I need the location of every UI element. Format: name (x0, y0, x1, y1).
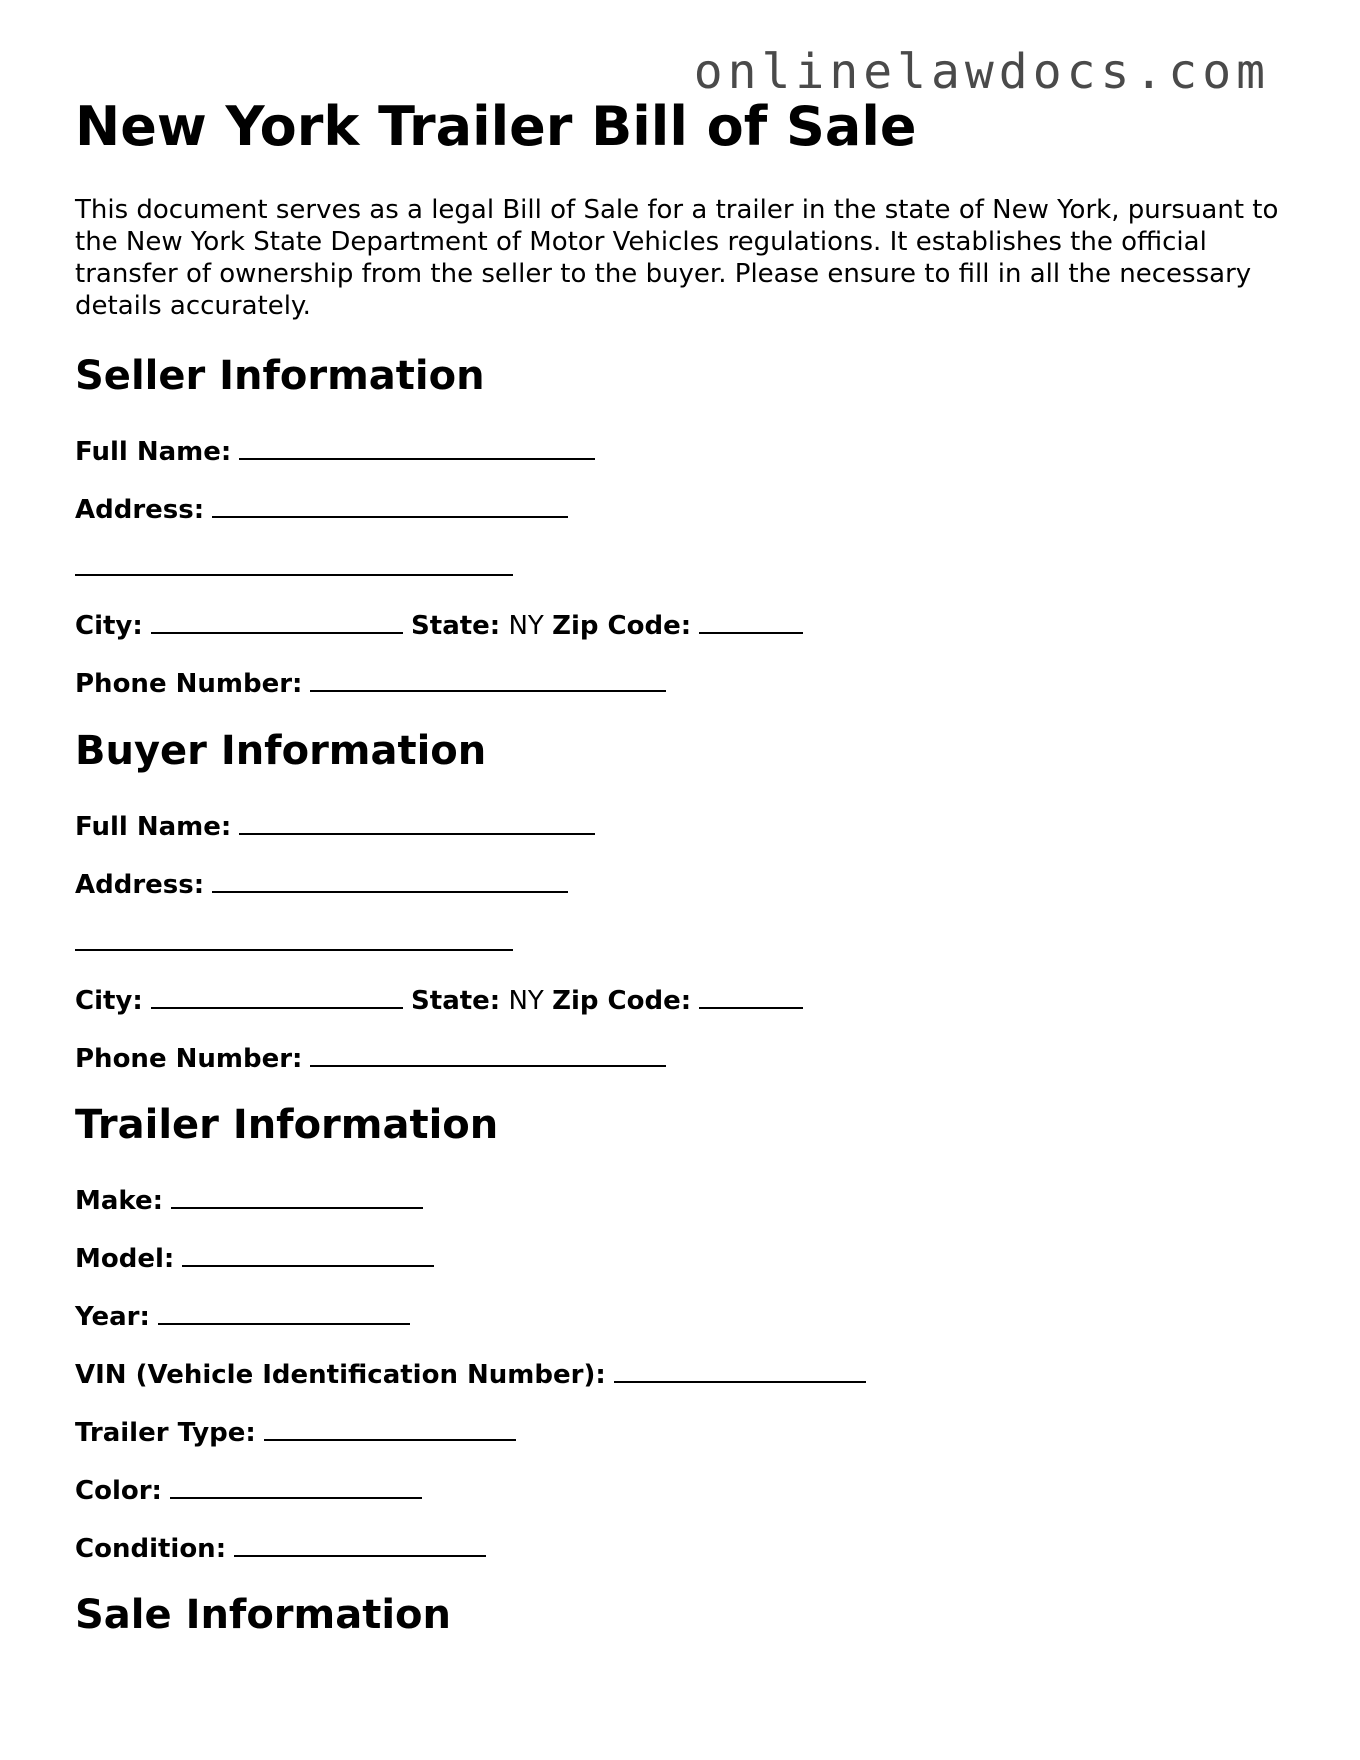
seller-state-value: NY (508, 611, 544, 641)
trailer-color-label: Color: (75, 1476, 162, 1506)
buyer-address-line2-field (75, 923, 513, 959)
seller-phone-field (75, 664, 666, 700)
seller-full-name-blank[interactable] (239, 432, 595, 460)
seller-city-blank[interactable] (151, 606, 403, 634)
sale-section-heading: Sale Information (75, 1592, 451, 1638)
trailer-type-field (75, 1413, 516, 1449)
trailer-year-field (75, 1297, 410, 1333)
seller-address-blank[interactable] (212, 490, 568, 518)
seller-address-field (75, 490, 568, 526)
seller-zip-blank[interactable] (699, 606, 803, 634)
trailer-type-label: Trailer Type: (75, 1418, 256, 1448)
seller-zip-label: Zip Code: (552, 611, 692, 641)
buyer-phone-blank[interactable] (310, 1039, 666, 1067)
trailer-color-field (75, 1471, 422, 1507)
seller-address-label: Address: (75, 495, 205, 525)
trailer-section-heading: Trailer Information (75, 1102, 499, 1148)
trailer-condition-field (75, 1529, 486, 1565)
seller-address-line2-blank[interactable] (75, 548, 513, 576)
buyer-full-name-blank[interactable] (239, 807, 595, 835)
buyer-address-blank[interactable] (212, 865, 568, 893)
buyer-full-name-label: Full Name: (75, 812, 232, 842)
document-title: New York Trailer Bill of Sale (75, 95, 917, 158)
buyer-state-value: NY (508, 986, 544, 1016)
buyer-zip-blank[interactable] (699, 981, 803, 1009)
buyer-section-heading: Buyer Information (75, 728, 487, 774)
trailer-make-blank[interactable] (171, 1181, 423, 1209)
buyer-city-label: City: (75, 986, 143, 1016)
trailer-model-field (75, 1239, 434, 1275)
buyer-zip-label: Zip Code: (552, 986, 692, 1016)
trailer-year-label: Year: (75, 1302, 150, 1332)
buyer-city-blank[interactable] (151, 981, 403, 1009)
seller-city-label: City: (75, 611, 143, 641)
trailer-vin-blank[interactable] (614, 1355, 866, 1383)
seller-section-heading: Seller Information (75, 353, 485, 399)
trailer-make-label: Make: (75, 1186, 164, 1216)
trailer-condition-blank[interactable] (234, 1529, 486, 1557)
buyer-phone-label: Phone Number: (75, 1044, 303, 1074)
buyer-full-name-field (75, 807, 595, 843)
trailer-vin-field (75, 1355, 866, 1391)
seller-state-label: State: (411, 611, 501, 641)
intro-paragraph: This document serves as a legal Bill of Sale for a trailer in the state of New York, pursuant to the New York State Department of Motor Vehicles regulations. It establishes the official transfer of ownership from the seller to the buyer. Please ensure to fill in all the necessary details accurately. (75, 195, 1279, 321)
seller-phone-blank[interactable] (310, 664, 666, 692)
trailer-condition-label: Condition: (75, 1534, 227, 1564)
watermark-text: onlinelawdocs.com (693, 44, 1270, 100)
trailer-model-label: Model: (75, 1244, 175, 1274)
buyer-address-field (75, 865, 568, 901)
trailer-year-blank[interactable] (158, 1297, 410, 1325)
buyer-phone-field (75, 1039, 666, 1075)
buyer-address-line2-blank[interactable] (75, 923, 513, 951)
seller-city-state-zip-field (75, 606, 803, 642)
trailer-color-blank[interactable] (170, 1471, 422, 1499)
seller-full-name-field (75, 432, 595, 468)
trailer-make-field (75, 1181, 423, 1217)
buyer-state-label: State: (411, 986, 501, 1016)
buyer-city-state-zip-field (75, 981, 803, 1017)
seller-address-line2-field (75, 548, 513, 584)
trailer-vin-label: VIN (Vehicle Identification Number): (75, 1360, 606, 1390)
seller-phone-label: Phone Number: (75, 669, 303, 699)
seller-full-name-label: Full Name: (75, 437, 232, 467)
buyer-address-label: Address: (75, 870, 205, 900)
trailer-type-blank[interactable] (264, 1413, 516, 1441)
trailer-model-blank[interactable] (182, 1239, 434, 1267)
